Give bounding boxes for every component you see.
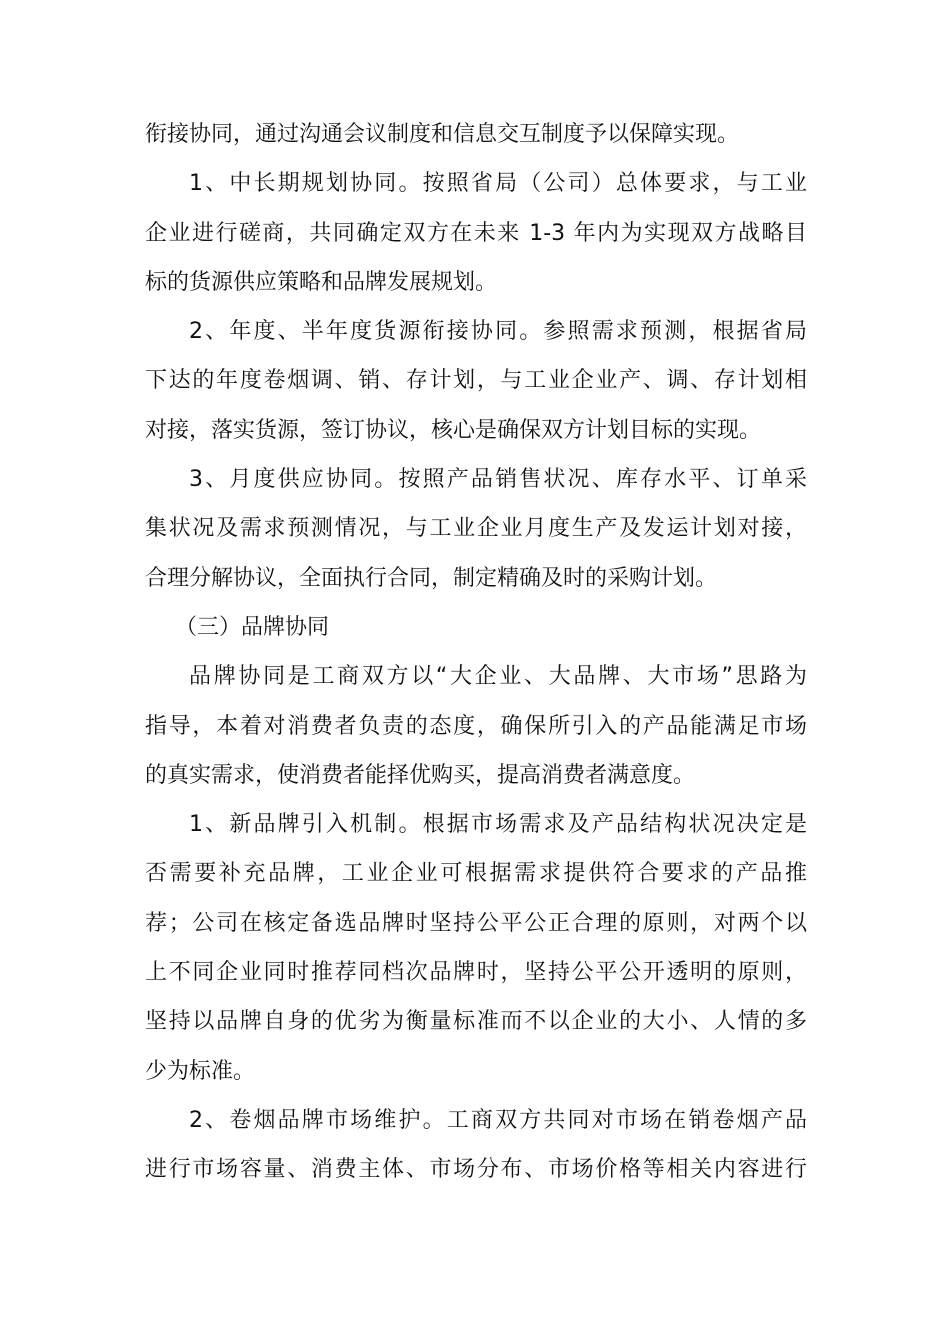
paragraph-line: 标的货源供应策略和品牌发展规划。 [145,269,498,295]
section-heading: （三）品牌协同 [175,614,330,640]
paragraph-line: 品牌协同是工商双方以“大企业、大品牌、大市场”思路为 [189,664,807,690]
paragraph-line: 指导，本着对消费者负责的态度，确保所引入的产品能满足市场 [145,713,807,739]
paragraph-line: 下达的年度卷烟调、销、存计划，与工业企业产、调、存计划相 [145,368,807,394]
paragraph-line: 否需要补充品牌，工业企业可根据需求提供符合要求的产品推 [145,861,807,887]
document-body [145,110,807,1195]
paragraph-line: 2、卷烟品牌市场维护。工商双方共同对市场在销卷烟产品 [189,1107,807,1133]
paragraph-line: 集状况及需求预测情况，与工业企业月度生产及发运计划对接， [145,516,807,542]
paragraph-line: 3、月度供应协同。按照产品销售状况、库存水平、订单采 [189,467,807,493]
paragraph-line: 衔接协同，通过沟通会议制度和信息交互制度予以保障实现。 [145,122,740,147]
paragraph-line: 进行市场容量、消费主体、市场分布、市场价格等相关内容进行 [145,1157,807,1183]
paragraph-line: 坚持以品牌自身的优劣为衡量标准而不以企业的大小、人情的多 [145,1009,807,1035]
paragraph-line: 少为标准。 [145,1058,256,1084]
paragraph-line: 1、中长期规划协同。按照省局（公司）总体要求，与工业 [189,171,807,197]
paragraph-line: 2、年度、半年度货源衔接协同。参照需求预测，根据省局 [189,319,807,345]
paragraph-line: 荐；公司在核定备选品牌时坚持公平公正合理的原则，对两个以 [145,910,807,936]
paragraph-line: 对接，落实货源，签订协议，核心是确保双方计划目标的实现。 [145,417,762,443]
paragraph-line: 1、新品牌引入机制。根据市场需求及产品结构状况决定是 [189,812,807,838]
paragraph-line: 上不同企业同时推荐同档次品牌时，坚持公平公开透明的原则， [145,960,807,986]
paragraph-line: 的真实需求，使消费者能择优购买，提高消费者满意度。 [145,762,696,788]
paragraph-line: 企业进行磋商，共同确定双方在未来 1-3 年内为实现双方战略目 [145,220,807,246]
paragraph-line: 合理分解协议，全面执行合同，制定精确及时的采购计划。 [145,565,718,591]
